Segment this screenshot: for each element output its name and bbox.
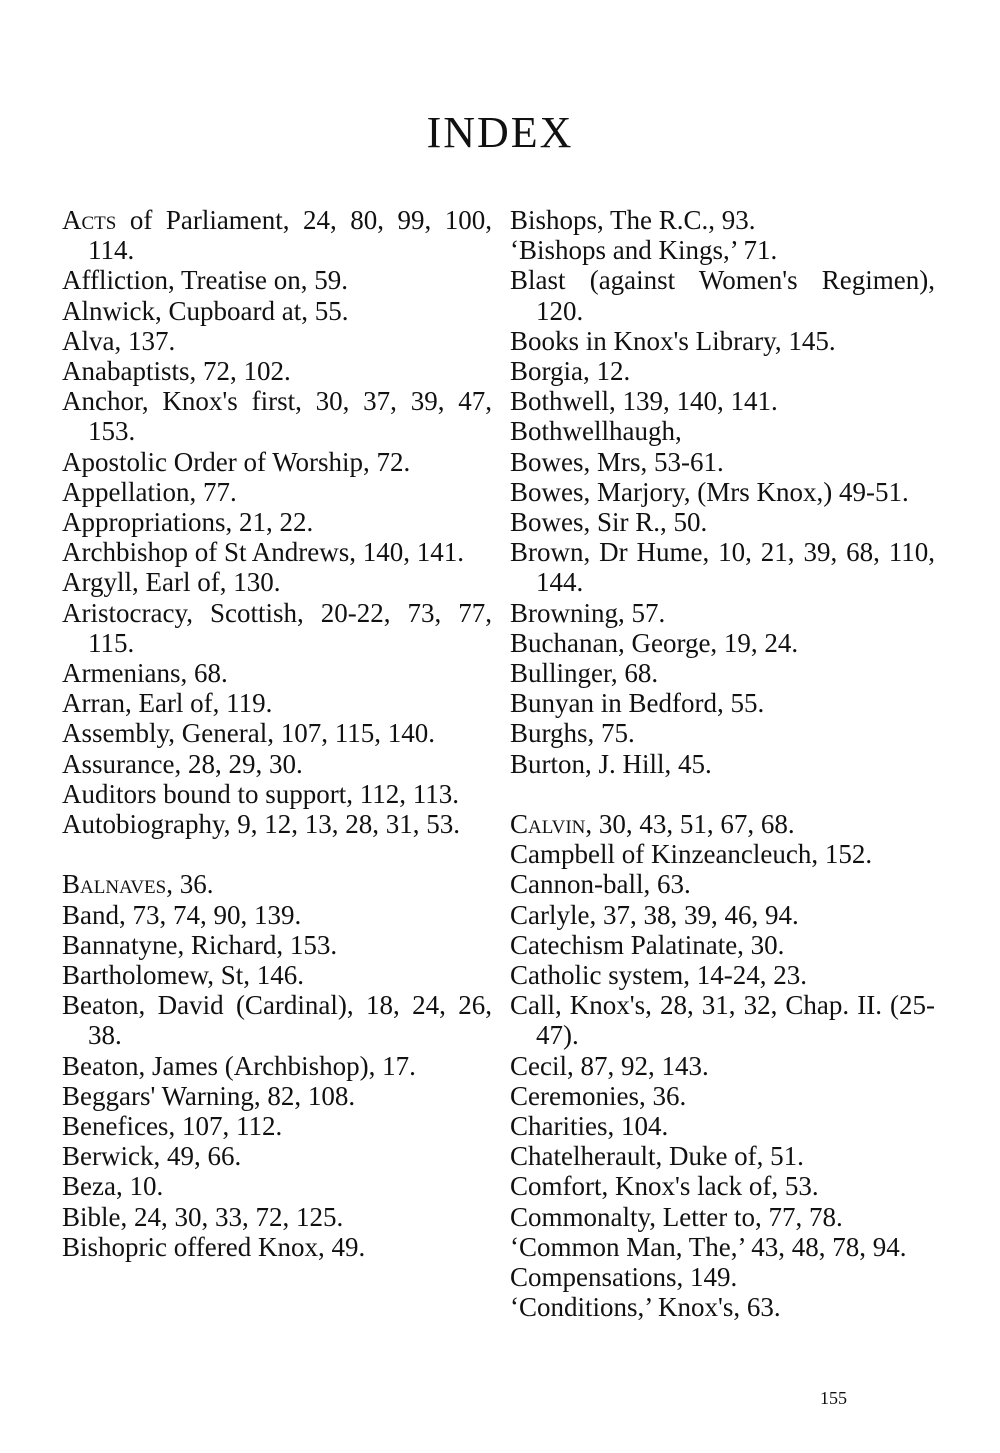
index-entry-text: ‘Bishops and Kings,’ 71. [510,235,778,266]
index-entry [62,1141,492,1171]
index-entry-text: Assurance, 28, 29, 30. [62,748,303,779]
index-entry [510,598,935,628]
index-entry-text: Alva, 137. [62,325,176,356]
index-entry [510,477,935,507]
index-entry-text: Bible, 24, 30, 33, 72, 125. [62,1201,344,1232]
index-entry-text: ‘Common Man, The,’ 43, 48, 78, 94. [510,1231,907,1262]
index-entry [510,265,935,325]
index-entry [62,386,492,446]
index-entry [510,235,935,265]
index-entry-text: Bannatyne, Richard, 153. [62,929,338,960]
index-entry [62,326,492,356]
index-entry [510,930,935,960]
index-entry [62,507,492,537]
index-entry-text: Aristocracy, Scottish, 20-22, 73, 77, 115. [62,597,492,658]
index-entry-text: , 30, 43, 51, 67, 68. [585,809,795,840]
index-entry-text: Berwick, 49, 66. [62,1141,242,1172]
index-entry [62,1051,492,1081]
index-entry [62,718,492,748]
index-entry-lead: Acts [62,205,117,235]
index-entry-text: Bowes, Marjory, (Mrs Knox,) 49-51. [510,476,909,507]
index-entry-text: Appropriations, 21, 22. [62,507,314,538]
index-entry-text: Carlyle, 37, 38, 39, 46, 94. [510,899,799,930]
index-entry [510,205,935,235]
index-entry [62,356,492,386]
index-entry [510,447,935,477]
index-entry-text: Beaton, David (Cardinal), 18, 24, 26, 38. [62,990,492,1051]
index-entry [510,416,935,446]
index-entry-text: Bowes, Mrs, 53-61. [510,446,724,477]
index-entry [510,990,935,1050]
index-entry [510,1232,935,1262]
index-entry [510,658,935,688]
index-entry-text: Bothwell, 139, 140, 141. [510,386,778,417]
index-entry [510,326,935,356]
index-entry-text: Catechism Palatinate, 30. [510,929,785,960]
index-entry-text: Beaton, James (Archbishop), 17. [62,1050,416,1081]
index-entry [510,537,935,597]
index-entry-text: Bartholomew, St, 146. [62,960,304,991]
index-entry [510,356,935,386]
index-entry-text: Assembly, General, 107, 115, 140. [62,718,435,749]
index-entry-text: ‘Conditions,’ Knox's, 63. [510,1292,781,1323]
index-entry-lead: Balnaves [62,869,167,900]
index-entry [62,960,492,990]
index-entry [62,658,492,688]
index-entry [62,447,492,477]
index-entry [510,1051,935,1081]
index-entry-text: Appellation, 77. [62,476,237,507]
index-entry [510,1262,935,1292]
index-entry [62,567,492,597]
index-entry-text: Beggars' Warning, 82, 108. [62,1080,356,1111]
index-entry-text: Anabaptists, 72, 102. [62,356,291,387]
page-title: INDEX [426,108,574,157]
index-entry [510,1171,935,1201]
index-entry-text: Auditors bound to support, 112, 113. [62,778,459,809]
index-entry-text: Alnwick, Cupboard at, 55. [62,295,349,326]
index-entry [510,386,935,416]
index-entry-text: Argyll, Earl of, 130. [62,567,281,598]
index-entry [62,598,492,658]
index-entry-text: Chatelherault, Duke of, 51. [510,1141,804,1172]
index-entry [510,1111,935,1141]
index-entry [62,779,492,809]
index-entry [62,296,492,326]
index-entry-text: Bishopric offered Knox, 49. [62,1231,366,1262]
index-entry [62,477,492,507]
index-entry-text: Benefices, 107, 112. [62,1111,283,1142]
index-entry-text: Autobiography, 9, 12, 13, 28, 31, 53. [62,809,460,840]
index-entry-text: Commonalty, Letter to, 77, 78. [510,1201,843,1232]
index-entry-text: Apostolic Order of Worship, 72. [62,446,411,477]
index-entry [510,749,935,779]
index-entry-text: Compensations, 149. [510,1262,738,1293]
index-entry-text: of Parliament, 24, 80, 99, 100, 114. [88,205,492,266]
index-entry-lead: Calvin [510,809,586,840]
index-entry-text: Cecil, 87, 92, 143. [510,1050,709,1081]
index-entry [62,930,492,960]
index-entry-text: Bishops, The R.C., 93. [510,205,756,235]
index-column-right [510,205,935,1323]
index-entry-text: Charities, 104. [510,1111,669,1142]
index-entry [62,749,492,779]
index-entry-text: Brown, Dr Hume, 10, 21, 39, 68, 110, 144. [510,537,935,598]
index-entry [62,1111,492,1141]
index-entry [510,1141,935,1171]
index-entry-text: Bullinger, 68. [510,658,659,689]
index-entry-text: Call, Knox's, 28, 31, 32, Chap. II. (25-47). [510,990,935,1051]
index-entry [510,628,935,658]
index-entry [510,718,935,748]
index-entry-text: Anchor, Knox's first, 30, 37, 39, 47, 153. [62,386,492,447]
index-entry-text: Browning, 57. [510,597,666,628]
index-entry [510,809,935,839]
page-number: 155 [820,1388,847,1408]
index-entry-text: Bothwellhaugh, [510,416,682,447]
index-entry-text: Burghs, 75. [510,718,635,749]
index-entry-text: Armenians, 68. [62,658,228,689]
index-entry-text: Arran, Earl of, 119. [62,688,273,719]
index-entry [62,1081,492,1111]
index-entry [510,1292,935,1322]
index-entry-text: Bowes, Sir R., 50. [510,507,708,538]
index-entry [62,1202,492,1232]
index-entry-text: Band, 73, 74, 90, 139. [62,899,302,930]
index-entry [62,688,492,718]
index-entry-text: Cannon-ball, 63. [510,869,691,900]
index-entry [62,869,492,899]
index-entry-text: Campbell of Kinzeancleuch, 152. [510,839,873,870]
index-entry-text: Bunyan in Bedford, 55. [510,688,765,719]
index-entry-text: Affliction, Treatise on, 59. [62,265,348,296]
index-entry [510,839,935,869]
index-entry-text: Blast (against Women's Regimen), 120. [510,265,935,326]
index-entry [62,205,492,265]
index-entry [510,1202,935,1232]
index-entry [62,1171,492,1201]
index-entry [62,265,492,295]
index-entry-text: , 36. [166,869,214,900]
index-entry [62,1232,492,1262]
index-entry [510,960,935,990]
index-entry-text: Beza, 10. [62,1171,164,1202]
index-entry [510,1081,935,1111]
index-entry [62,990,492,1050]
index-entry-text: Ceremonies, 36. [510,1080,687,1111]
index-entry-text: Comfort, Knox's lack of, 53. [510,1171,819,1202]
index-entry [62,809,492,839]
index-entry [62,537,492,567]
index-entry-text: Buchanan, George, 19, 24. [510,627,799,658]
index-entry [62,900,492,930]
index-entry-text: Catholic system, 14-24, 23. [510,960,807,991]
index-entry-text: Borgia, 12. [510,356,631,387]
index-entry [510,869,935,899]
index-column-left [62,205,492,1262]
index-entry [510,688,935,718]
index-entry [510,507,935,537]
index-entry-text: Burton, J. Hill, 45. [510,748,712,779]
index-entry-text: Archbishop of St Andrews, 140, 141. [62,537,464,568]
index-entry [510,900,935,930]
index-entry-text: Books in Knox's Library, 145. [510,325,836,356]
